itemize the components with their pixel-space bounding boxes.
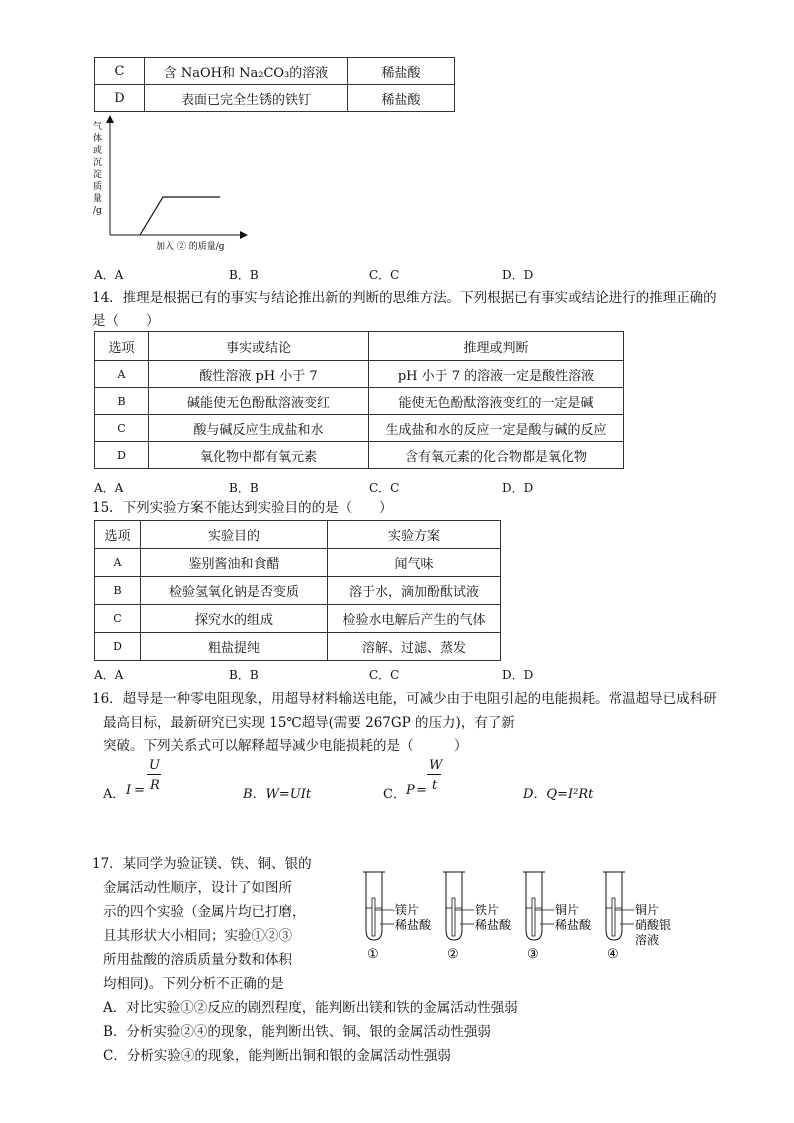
q13-table (94, 57, 455, 112)
table-cell: 闻气味 (328, 549, 501, 577)
y-axis-label-char: 或 (93, 146, 103, 156)
table-cell: 粗盐提纯 (141, 633, 328, 661)
table-cell: pH 小于 7 的溶液一定是酸性溶液 (369, 361, 624, 388)
q17-option-c: C．分析实验④的现象，能判断出铜和银的金属活动性强弱 (103, 1048, 451, 1064)
metal-strip (532, 898, 535, 936)
table-cell: 稀盐酸 (348, 85, 455, 112)
q17-option-b: B．分析实验②④的现象，能判断出铁、铜、银的金属活动性强弱 (103, 1024, 491, 1040)
table-header-row (95, 332, 624, 361)
q16-line1: 16．超导是一种零电阻现象，用超导材料输送电能，可减少由于电阻引起的电能损耗。常温超导已成科研 (92, 691, 717, 707)
y-axis-label-char: 质 (93, 182, 103, 192)
solution-label: 稀盐酸 (395, 918, 432, 932)
option-a: A．A (94, 268, 124, 282)
q17-stem-line: 17．某同学为验证镁、铁、铜、银的 (92, 856, 312, 872)
formula-lhs: I (126, 783, 132, 798)
q17-stem-line: 均相同)。下列分析不正确的是 (103, 976, 284, 992)
option-c: C．C (369, 668, 400, 682)
table-row (95, 388, 624, 415)
table-cell: 碱能使无色酚酞溶液变红 (149, 388, 369, 415)
table-header: 选项 (95, 332, 149, 361)
option-d: D．D (502, 668, 534, 682)
option-a: A．A (94, 481, 124, 495)
table-cell: 酸与碱反应生成盐和水 (149, 415, 369, 442)
metal-label: 铜片 (555, 903, 580, 917)
option-d: D．D (502, 481, 534, 495)
table-row (95, 633, 501, 661)
y-axis-label-char: /g (93, 206, 102, 216)
table-cell: D (95, 442, 149, 469)
table-row (95, 361, 624, 388)
q15-stem: 15．下列实验方案不能达到实验目的的是（ ） (92, 500, 393, 516)
q14-stem-line1: 14．推理是根据已有的事实与结论推出新的判断的思维方法。下列根据已有事实或结论进行的推理正确的 (92, 290, 717, 306)
y-axis-label-char: 气 (93, 122, 103, 132)
q17-stem-line: 所用盐酸的溶质质量分数和体积 (103, 952, 292, 968)
fraction-numerator: U (149, 758, 160, 773)
table-cell: 稀盐酸 (348, 58, 455, 85)
table-row (95, 58, 455, 85)
table-cell: 检验水电解后产生的气体 (328, 605, 501, 633)
q17-stem-line: 示的四个实验（金属片均已打磨， (103, 904, 306, 920)
q15-table (94, 520, 501, 661)
table-row (95, 442, 624, 469)
metal-strip (452, 898, 455, 936)
q17-stem-line: 且其形状大小相同；实验①②③ (103, 928, 292, 944)
y-axis-label (93, 120, 102, 216)
formula-lhs: P (406, 783, 415, 798)
table-cell: A (95, 361, 149, 388)
table-cell: 生成盐和水的反应一定是酸与碱的反应 (369, 415, 624, 442)
tube-number: ① (367, 947, 379, 962)
table-cell: B (95, 577, 141, 605)
q17-test-tubes-diagram (350, 868, 690, 968)
table-cell: 含 NaOH和 Na₂CO₃的溶液 (145, 58, 348, 85)
fraction-denominator: R (150, 778, 160, 793)
table-header: 选项 (95, 521, 141, 549)
table-header-row (95, 521, 501, 549)
table-cell: 酸性溶液 pH 小于 7 (149, 361, 369, 388)
option-c: C．C (369, 268, 400, 282)
table-row (95, 415, 624, 442)
q17-option-a: A．对比实验①②反应的剧烈程度，能判断出镁和铁的金属活动性强弱 (103, 1000, 518, 1016)
fraction-bar (427, 774, 441, 775)
solution-label: 稀盐酸 (555, 918, 592, 932)
metal-strip (612, 898, 615, 936)
q16-option-b: B．W=UIt (243, 787, 312, 802)
table-cell: 含有氧元素的化合物都是氧化物 (369, 442, 624, 469)
table-row (95, 577, 501, 605)
fraction-denominator: t (432, 778, 438, 793)
fraction-numerator: W (429, 758, 443, 773)
q16-option-d: D．Q=I²Rt (523, 787, 594, 802)
y-axis-label-char: 量 (93, 194, 103, 204)
option-prefix: C． (383, 787, 406, 802)
q13-graph (88, 115, 248, 255)
table-cell: C (95, 415, 149, 442)
table-cell: C (95, 605, 141, 633)
table-row (95, 549, 501, 577)
tube-number: ③ (527, 947, 539, 962)
table-cell: 能使无色酚酞溶液变红的一定是碱 (369, 388, 624, 415)
option-a: A．A (94, 668, 124, 682)
table-header: 推理或判断 (369, 332, 624, 361)
table-cell: 探究水的组成 (141, 605, 328, 633)
tube-number: ④ (607, 947, 619, 962)
q16-line3: 突破。下列关系式可以解释超导减少电能损耗的是（ ） (103, 738, 468, 754)
option-b: B．B (229, 268, 259, 282)
option-b: B．B (229, 668, 259, 682)
y-axis-label-char: 沉 (93, 158, 103, 168)
table-header: 事实或结论 (149, 332, 369, 361)
y-axis-label-char: 体 (93, 134, 103, 144)
table-row (95, 605, 501, 633)
solution-label: 溶液 (635, 933, 660, 947)
option-c: C．C (369, 481, 400, 495)
table-row (95, 85, 455, 112)
table-cell: C (95, 58, 145, 85)
metal-strip (372, 898, 375, 936)
graph-line (140, 197, 220, 235)
option-prefix: A． (103, 787, 126, 802)
q16-line2: 最高目标，最新研究已实现 15℃超导(需要 267GP 的压力)，有了新 (103, 715, 515, 731)
solution-label: 稀盐酸 (475, 918, 512, 932)
fraction-bar (147, 774, 161, 775)
table-cell: 表面已完全生锈的铁钉 (145, 85, 348, 112)
table-cell: D (95, 633, 141, 661)
table-cell: 溶于水，滴加酚酞试液 (328, 577, 501, 605)
table-header: 实验目的 (141, 521, 328, 549)
y-axis-label-char: 淀 (93, 170, 103, 180)
table-cell: 检验氢氧化钠是否变质 (141, 577, 328, 605)
q14-stem-line2: 是（ ） (92, 313, 160, 329)
table-cell: 鉴别酱油和食醋 (141, 549, 328, 577)
metal-label: 铁片 (475, 903, 500, 917)
solution-label: 硝酸银 (635, 918, 672, 932)
option-b: B．B (229, 481, 259, 495)
table-header: 实验方案 (328, 521, 501, 549)
tube-number: ② (447, 947, 459, 962)
table-cell: 氧化物中都有氧元素 (149, 442, 369, 469)
option-d: D．D (502, 268, 534, 282)
table-cell: 溶解、过滤、蒸发 (328, 633, 501, 661)
metal-label: 镁片 (395, 903, 420, 917)
table-cell: B (95, 388, 149, 415)
q17-stem-line: 金属活动性顺序，设计了如图所 (103, 880, 292, 896)
table-cell: A (95, 549, 141, 577)
metal-label: 铜片 (635, 903, 660, 917)
q14-table (94, 331, 624, 469)
table-cell: D (95, 85, 145, 112)
x-axis-label: 加入 ② 的质量/g (156, 242, 225, 252)
